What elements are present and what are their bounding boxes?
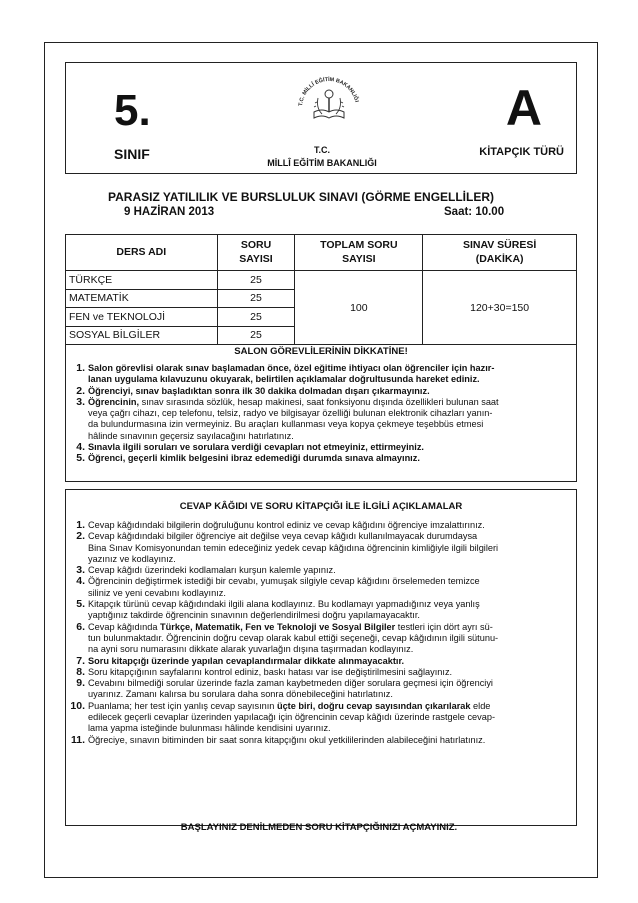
- col-header-count-text: SORU SAYISI: [239, 238, 273, 265]
- item-number: 2.: [76, 530, 85, 543]
- list-item: [66, 520, 576, 531]
- item-number: 1.: [76, 519, 85, 531]
- ministry-name: MİLLÎ EĞİTİM BAKANLIĞI: [267, 158, 377, 168]
- item-number: 1.: [76, 362, 85, 374]
- item-text: [88, 622, 576, 656]
- item-text: [88, 667, 576, 678]
- staff-notice-box: [65, 345, 577, 482]
- lesson-name: MATEMATİK: [66, 289, 218, 308]
- col-header-count: [217, 235, 295, 271]
- col-header-total-text: TOPLAM SORU SAYISI: [320, 238, 398, 265]
- item-bold: üçte biri, doğru cevap sayısından çıkarılarak: [276, 700, 471, 711]
- item-line-rest: sınav sırasında sözlük, hesap makinesi, saat fonksiyonu dışında özellikleri bulunan saat: [139, 396, 499, 407]
- lesson-name: FEN ve TEKNOLOJİ: [66, 308, 218, 327]
- lessons-table: [65, 234, 577, 345]
- item-lead: Öğrencinin,: [88, 396, 140, 407]
- item-line: Bina Sınav Komisyonundan temin edeceğiniz yedek cevap kâğıdına öğrencinin kimliğiyle ilgili bilgileri: [88, 542, 499, 553]
- item-line: [88, 701, 572, 712]
- item-line: Öğrencinin değiştirmek istediği bir cevabı, yumuşak silgiyle cevap kâğıdını örselemeden temizce: [88, 576, 480, 587]
- item-post: testleri için dört ayrı sü-: [395, 621, 493, 632]
- item-line: Soru kitapçığının sayfalarını kontrol ediniz, baskı hatası var ise değiştirilmesini sağlayınız.: [88, 666, 453, 677]
- item-line: Sınavla ilgili soruları ve sorulara verdiği cevapları not etmeyiniz, ettirmeyiniz.: [88, 442, 424, 453]
- list-item: [66, 386, 576, 397]
- item-line: veya çağrı cihazı, cep telefonu, telsiz, radyo ve bilgisayar özelliği bulunan elektronik cihazları yanın-: [88, 408, 493, 419]
- item-text: [88, 565, 576, 576]
- item-text: [88, 531, 576, 565]
- item-line: Kitapçık türünü cevap kâğıdındaki ilgili alana kodlayınız. Bu kodlamayı yapmadığınız veya yanlış: [88, 599, 480, 610]
- item-line: hâlinde sınavının geçersiz sayılacağını hatırlatınız.: [88, 430, 294, 441]
- item-number: 9.: [76, 677, 85, 690]
- list-item: [66, 442, 576, 453]
- item-line: Cevabını bilmediği sorular üzerinde fazla zaman kaybetmeden diğer sorulara geçmesi için öğrenciyi: [88, 678, 493, 689]
- item-number: 3.: [76, 564, 85, 577]
- item-line: na ayni soru numarasını dikkate alarak yuvarlağın dışına taşırmadan kodlayınız.: [88, 644, 414, 655]
- exam-duration: 120+30=150: [423, 271, 577, 345]
- exam-date: 9 HAZİRAN 2013: [124, 206, 215, 218]
- item-post: elde: [470, 700, 491, 711]
- item-line: lanan uygulama kılavuzunu okuyarak, belirtilen açıklamalar doğrultusunda hareket ediniz.: [88, 374, 480, 385]
- list-item: [66, 735, 576, 746]
- item-line: Cevap kâğıdı üzerindeki kodlamaları kurşun kalemle yapınız.: [88, 565, 336, 576]
- item-number: 4.: [76, 575, 85, 588]
- list-item: [66, 397, 576, 442]
- col-header-duration-text: SINAV SÜRESİ (DAKİKA): [462, 238, 537, 265]
- item-line: yaptığınız takdirde öğrencinin sınavının değerlendirilmesi doğru yapılamayacaktır.: [88, 610, 420, 621]
- item-bold: Türkçe, Matematik, Fen ve Teknoloji ve Sosyal Bilgiler: [160, 621, 396, 632]
- question-count: 25: [217, 271, 295, 290]
- item-line: Cevap kâğıdındaki bilgilerin doğruluğunu kontrol ediniz ve cevap kâğıdını öğrenciye imzalattırınız.: [88, 520, 485, 530]
- instructions-list: [66, 520, 576, 746]
- item-number: 7.: [76, 654, 85, 667]
- item-text: [88, 678, 576, 701]
- list-item: [66, 656, 576, 667]
- item-line: Soru kitapçığı üzerinde yapılan cevaplandırmalar dikkate alınmayacaktır.: [88, 655, 405, 666]
- item-pre: Cevap kâğıdında: [88, 621, 161, 632]
- question-count: 25: [217, 326, 295, 345]
- item-number: 8.: [76, 665, 85, 678]
- list-item: [66, 531, 576, 565]
- lesson-name: SOSYAL BİLGİLER: [66, 326, 218, 345]
- item-text: [88, 701, 576, 735]
- emblem-text: T.C. MİLLÎ EĞİTİM BAKANLIĞI: [298, 76, 360, 107]
- item-line: tun bulunmaktadır. Öğrencinin doğru cevap olarak kabul ettiği seçeneği, cevap kâğıdının ilgili sütunu-: [88, 632, 499, 643]
- booklet-letter: A: [505, 80, 542, 136]
- item-number: 10.: [70, 699, 85, 712]
- list-item: [66, 701, 576, 735]
- item-text: [88, 363, 576, 386]
- grade-number: 5.: [114, 86, 151, 135]
- item-line: siliniz ve yeni cevabını kodlayınız.: [88, 587, 226, 598]
- grade-label: SINIF: [114, 146, 150, 162]
- item-text: [88, 520, 576, 531]
- lesson-name: TÜRKÇE: [66, 271, 218, 290]
- list-item: [66, 453, 576, 464]
- item-line: yazınız ve kodlayınız.: [88, 553, 176, 564]
- item-line: Öğrenci, geçerli kimlik belgesini ibraz edemediği durumda sınava almayınız.: [88, 453, 420, 464]
- item-line: da bulundurmasına izin vermeyiniz. Bu araçları kullanması veya kopya çekmeye teşebbüs etmesi: [88, 419, 484, 430]
- ministry-emblem-icon: [290, 68, 368, 138]
- list-item: [66, 363, 576, 386]
- list-item: [66, 599, 576, 622]
- item-number: 3.: [76, 395, 85, 408]
- instructions-box: [65, 489, 577, 826]
- table-row: [66, 271, 577, 290]
- list-item: [66, 667, 576, 678]
- item-pre: Puanlama; her test için yanlış cevap sayısının: [88, 700, 277, 711]
- item-text: [88, 386, 576, 397]
- table-header-row: [66, 235, 577, 271]
- item-line: uyarınız. Zamanı kalırsa bu sorulara daha sonra dönebileceğini hatırlatınız.: [88, 689, 393, 700]
- item-text: [88, 735, 576, 746]
- item-line: lama yapma isteğinde bulunması hâlinde kendisini uyarınız.: [88, 723, 331, 734]
- footer-warning: BAŞLAYINIZ DENİLMEDEN SORU KİTAPÇIĞINIZI AÇMAYINIZ.: [180, 822, 458, 833]
- exam-time: Saat: 10.00: [444, 206, 505, 218]
- tc-label: T.C.: [313, 145, 330, 155]
- item-text: [88, 453, 576, 464]
- item-number: 2.: [76, 384, 85, 397]
- col-header-duration: [423, 235, 577, 271]
- item-number: 5.: [76, 598, 85, 611]
- booklet-type-label: KİTAPÇIK TÜRÜ: [479, 146, 564, 158]
- col-header-lesson: DERS ADI: [66, 235, 218, 271]
- item-number: 5.: [76, 452, 85, 465]
- item-text: [88, 599, 576, 622]
- item-number: 11.: [70, 733, 85, 746]
- question-count: 25: [217, 289, 295, 308]
- staff-notice-list: [66, 363, 576, 465]
- total-questions: 100: [295, 271, 423, 345]
- list-item: [66, 622, 576, 656]
- exam-title: PARASIZ YATILILIK VE BURSLULUK SINAVI (GÖRME ENGELLİLER): [108, 190, 495, 204]
- question-count: 25: [217, 308, 295, 327]
- item-text: [88, 442, 576, 453]
- item-line: Salon görevlisi olarak sınav başlamadan önce, özel eğitime ihtiyacı olan öğrenciler için hazır-: [88, 363, 495, 373]
- staff-notice-title: SALON GÖREVLİLERİNİN DİKKATİNE!: [234, 346, 408, 357]
- list-item: [66, 576, 576, 599]
- item-number: 4.: [76, 441, 85, 454]
- col-header-total: [295, 235, 423, 271]
- item-text: [88, 576, 576, 599]
- item-number: 6.: [76, 620, 85, 633]
- item-line: [88, 397, 572, 408]
- item-line: Öğreciye, sınavın bitiminden bir saat sonra kitapçığını okul yetkililerinden alabileceğini hatırlatınız.: [88, 734, 486, 745]
- list-item: [66, 565, 576, 576]
- item-text: [88, 397, 576, 442]
- item-text: [88, 656, 576, 667]
- item-line: Öğrenciyi, sınav başladıktan sonra ilk 30 dakika dolmadan dışarı çıkarmayınız.: [88, 385, 430, 396]
- list-item: [66, 678, 576, 701]
- instructions-title: CEVAP KÂĞIDI VE SORU KİTAPÇIĞI İLE İLGİLİ AÇIKLAMALAR: [179, 501, 463, 512]
- item-line: edilecek geçerli cevaplar üzerinden yapılacağı için öğrencinin cevap kâğıdı üzerinde rastgele cevap-: [88, 712, 496, 723]
- exam-header: [65, 62, 577, 174]
- item-line: [88, 622, 572, 633]
- item-line: Cevap kâğıdındaki bilgiler öğrenciye ait değilse veya cevap kâğıdı kullanılmayacak durumdaysa: [88, 531, 478, 542]
